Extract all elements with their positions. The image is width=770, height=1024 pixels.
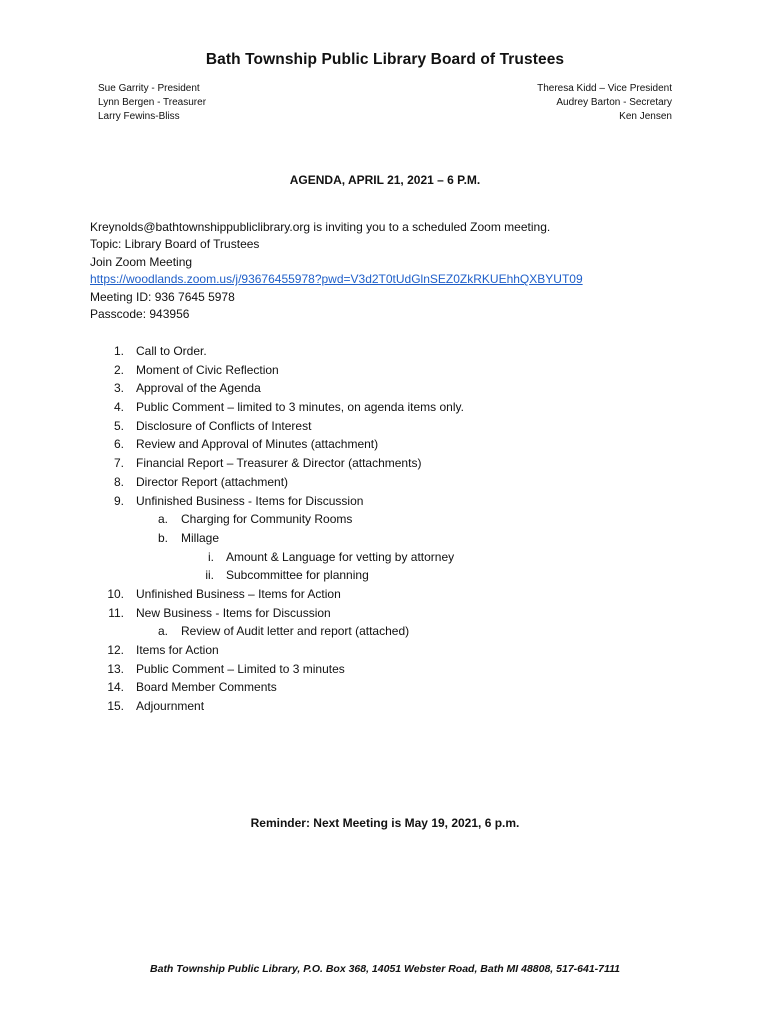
item-number: 8. (113, 474, 124, 489)
item-text: Items for Action (136, 643, 219, 657)
item-text: Unfinished Business - Items for Discussion (136, 493, 364, 508)
item-text: Subcommittee for planning (226, 568, 369, 583)
item-number: ii. (205, 568, 214, 583)
item-text: Board Member Comments (136, 680, 277, 695)
item-number: 9. (113, 493, 124, 508)
document-title: Bath Township Public Library Board of Trustees (205, 51, 565, 68)
next-meeting-reminder: Reminder: Next Meeting is May 19, 2021, 6 p.m. (250, 816, 520, 830)
item-text: Review and Approval of Minutes (attachment) (136, 437, 379, 452)
item-number: 11. (108, 605, 124, 620)
item-number: 6. (113, 437, 124, 452)
item-text: Millage (181, 530, 220, 545)
item-text: Moment of Civic Reflection (136, 362, 279, 377)
item-text: Adjournment (136, 699, 205, 714)
item-text: Unfinished Business – Items for Action (136, 586, 341, 601)
officer-member: Ken Jensen (619, 111, 672, 122)
item-number: 14. (107, 680, 124, 695)
item-number: 15. (107, 699, 124, 714)
item-text: Public Comment – Limited to 3 minutes (136, 661, 345, 676)
item-text: New Business - Items for Discussion (136, 605, 331, 620)
zoom-invite-text: Kreynolds@bathtownshippubliclibrary.org is inviting you to a scheduled Zoom meeting. (90, 220, 551, 234)
item-text: Disclosure of Conflicts of Interest (136, 418, 312, 433)
item-number: 5. (113, 418, 124, 433)
item-text: Approval of the Agenda (136, 381, 261, 396)
agenda-heading: AGENDA, APRIL 21, 2021 – 6 P.M. (289, 173, 481, 187)
footer-address: Bath Township Public Library, P.O. Box 368, 14051 Webster Road, Bath MI 48808, 517-641-7111 (150, 963, 620, 975)
zoom-details (90, 219, 583, 323)
item-number: a. (157, 624, 168, 639)
item-number: 3. (113, 381, 124, 396)
officers-right (537, 82, 672, 124)
zoom-passcode: Passcode: 943956 (90, 307, 190, 322)
item-text: Public Comment – limited to 3 minutes, on agenda items only. (136, 400, 464, 415)
item-number: 2. (113, 362, 124, 377)
item-number: 1. (113, 344, 124, 358)
item-text: Director Report (attachment) (136, 474, 289, 489)
item-text: Financial Report – Treasurer & Director (attachments) (136, 456, 422, 471)
officer-treasurer: Lynn Bergen - Treasurer (98, 97, 207, 108)
officers-left (98, 82, 206, 124)
zoom-meeting-link[interactable]: https://woodlands.zoom.us/j/93676455978?pwd=V3d2T0tUdGlnSEZ0ZkRKUEhhQXBYUT09 (90, 272, 583, 287)
item-number: 4. (113, 400, 124, 415)
item-number: b. (157, 530, 168, 545)
officer-president: Sue Garrity - President (98, 83, 200, 94)
item-number: a. (157, 512, 168, 527)
item-text: Charging for Community Rooms (181, 512, 353, 527)
item-number: 12. (107, 643, 124, 657)
item-text: Call to Order. (136, 344, 207, 358)
item-text: Review of Audit letter and report (attached) (181, 624, 410, 639)
officer-member: Larry Fewins-Bliss (98, 111, 180, 122)
officer-vice-president: Theresa Kidd – Vice President (537, 83, 672, 94)
zoom-join-label: Join Zoom Meeting (90, 254, 193, 269)
item-number: 10. (107, 586, 124, 601)
zoom-topic: Topic: Library Board of Trustees (90, 237, 260, 252)
officer-secretary: Audrey Barton - Secretary (556, 97, 672, 108)
zoom-meeting-id: Meeting ID: 936 7645 5978 (90, 289, 235, 304)
item-number: 13. (107, 661, 124, 676)
item-text: Amount & Language for vetting by attorney (226, 549, 455, 564)
item-number: 7. (113, 456, 124, 471)
item-number: i. (208, 549, 214, 564)
